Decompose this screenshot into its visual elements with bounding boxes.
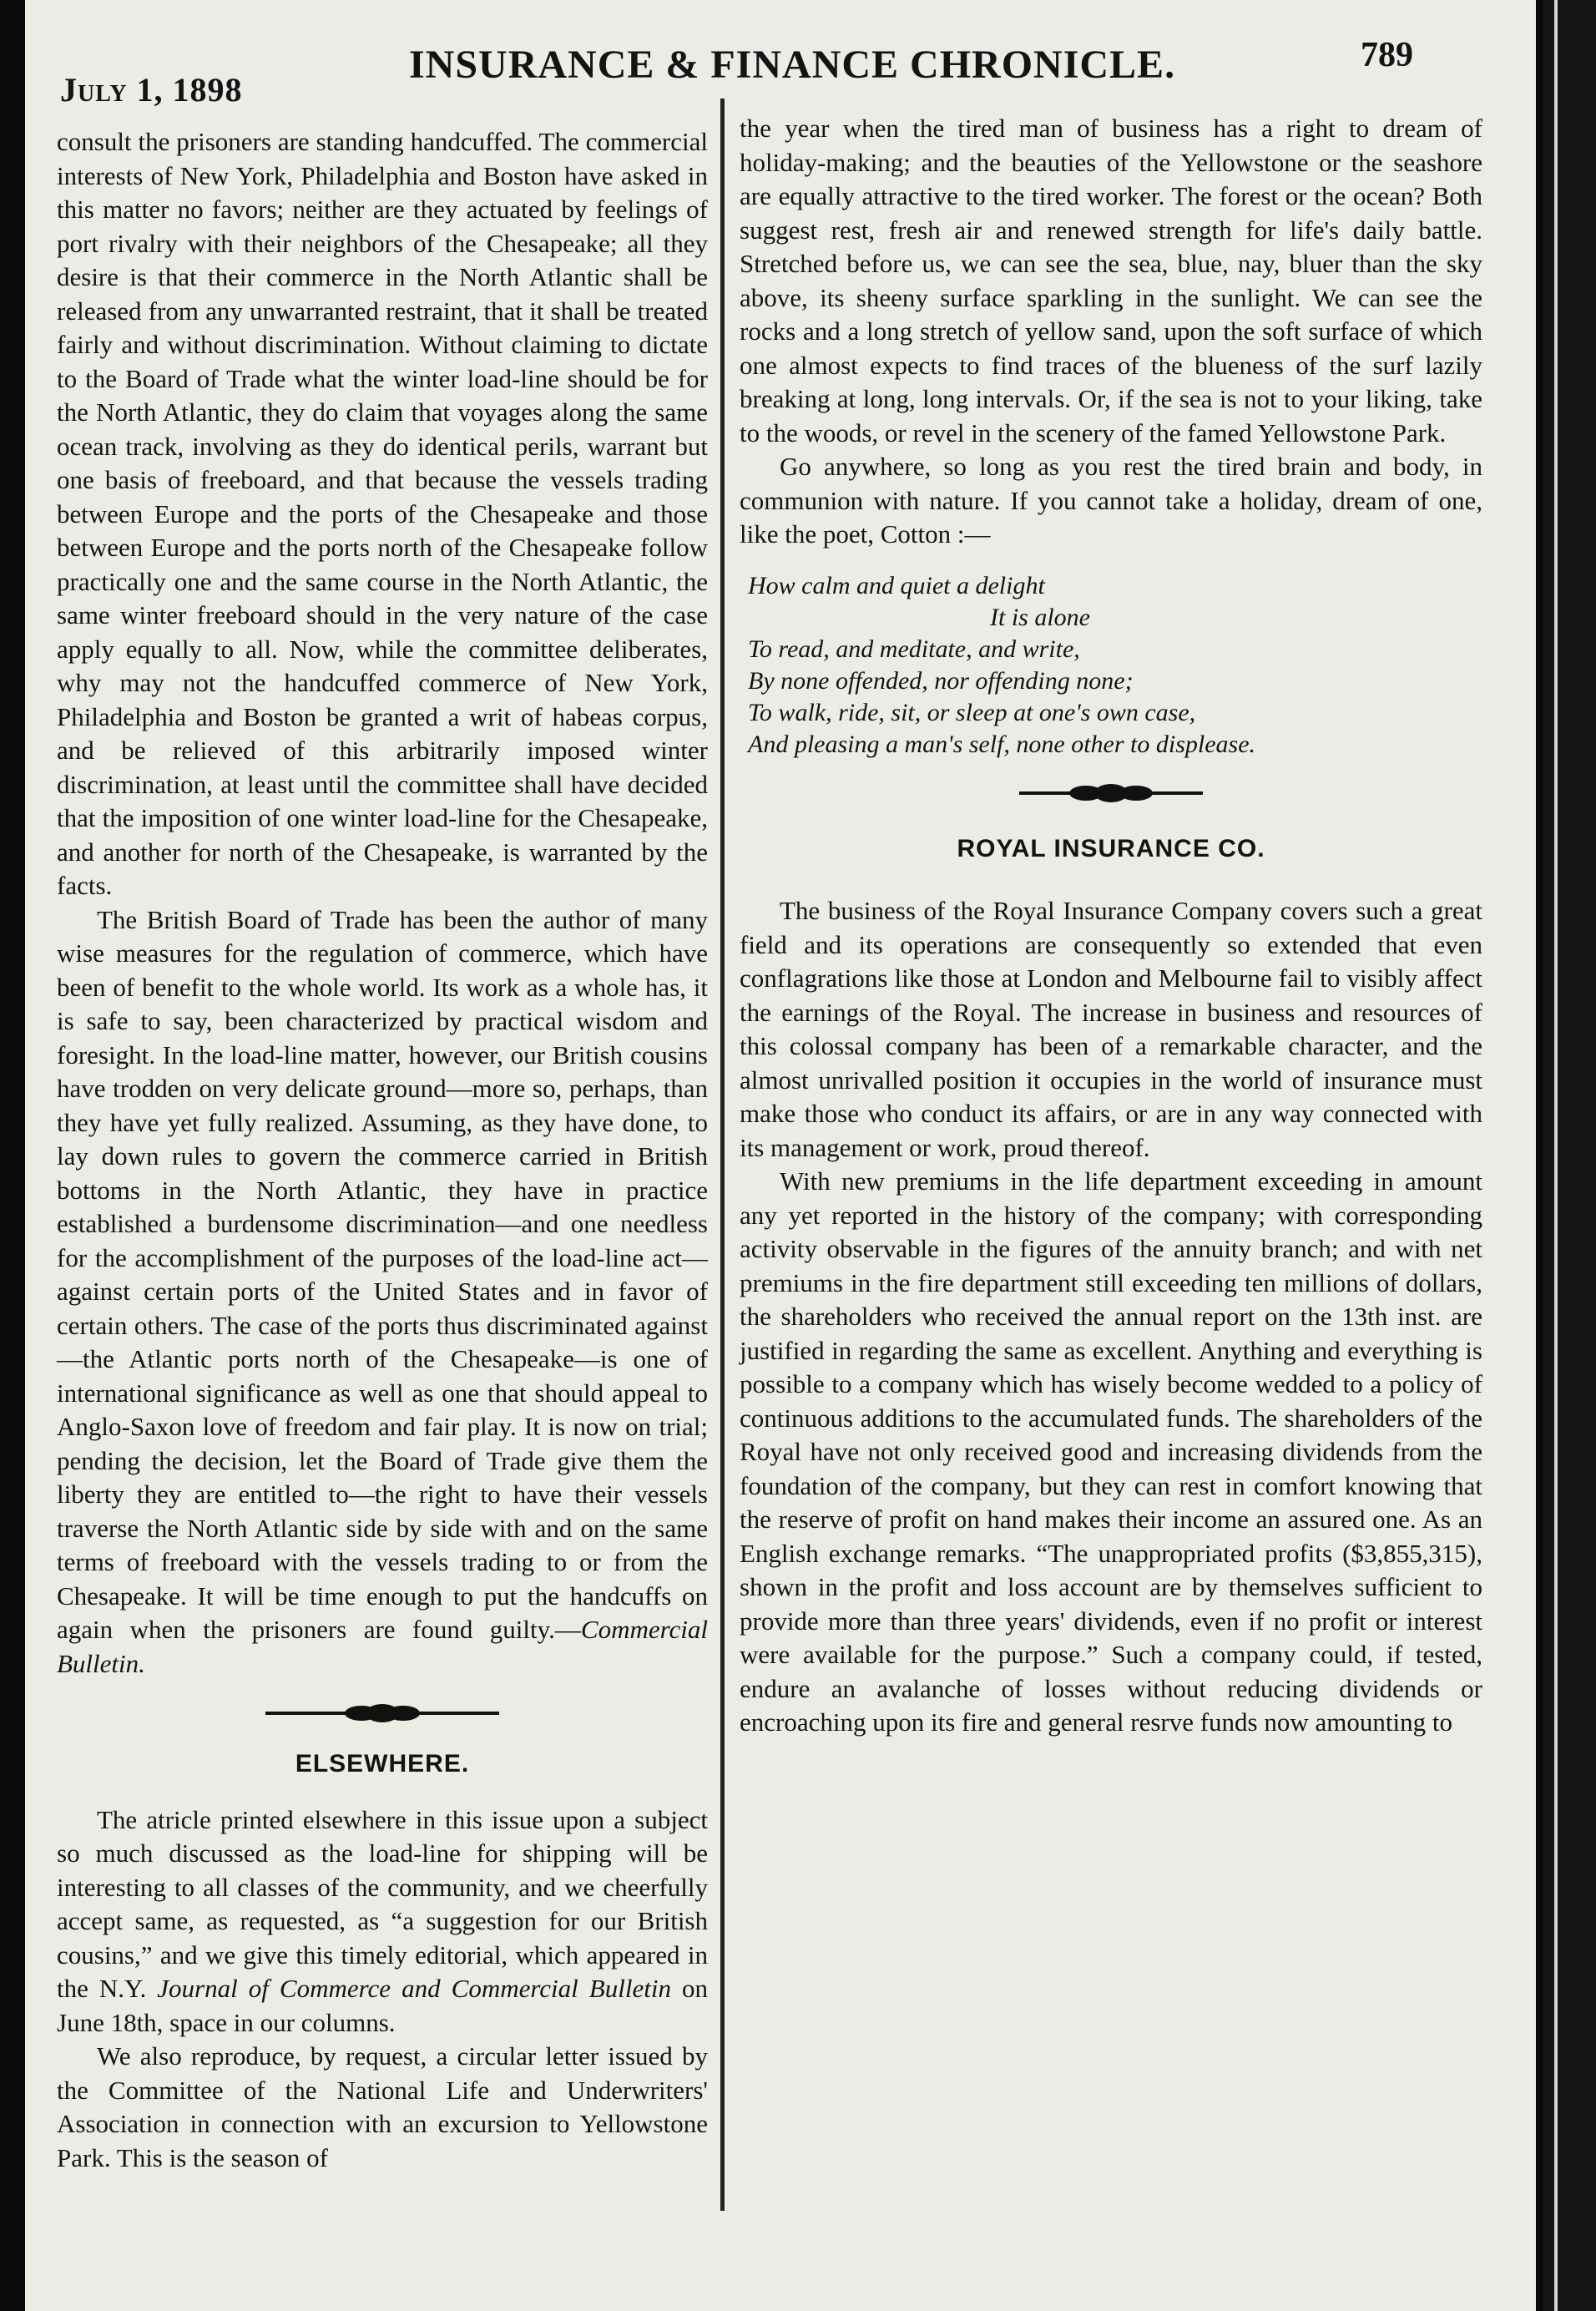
column-divider [720,99,725,2211]
publication-title: INSURANCE & FINANCE CHRONICLE. [409,43,1176,87]
source-citation: Commercial Bulletin. [57,1615,708,1678]
poem-line: And pleasing a man's self, none other to displease. [748,730,1256,758]
left-paragraph-4: We also reproduce, by request, a circular letter issued by the Committee of the National Life and Underwriters' Association in connection with an excursion to Yellowstone Park. This is the season of [57,2041,708,2172]
journal-name: Journal of Commerce and Commercial Bulletin [157,1974,671,2003]
right-paragraph-1: the year when the tired man of business has a right to dream of holiday-making; and the beauties of the Yellowstone or the seashore are equally attractive to the tired worker. The forest or the ocean? Both suggest rest, fresh air and renewed strength for life's daily battle. Stretched before us, we can see the sea, blue, nay, bluer than the sky above, its sheeny surface sparkling in the sunlight. We can see the rocks and a long stretch of yellow sand, upon the soft surface of which one almost expects to find traces of the blueness of the surf lazily breaking at long, long intervals. Or, if the sea is not to your liking, take to the woods, or revel in the scenery of the famed Yellowstone Park. [740,114,1482,448]
newspaper-page [25,0,1536,2311]
poem-line: How calm and quiet a delight [748,571,1045,599]
left-paragraph-2-text: The British Board of Trade has been the author of many wise measures for the regulation of commerce, which have been of benefit to the whole world. Its work as a whole has, it is safe to say, been characterized by practical wisdom and foresight. In the load-line matter, however, our British cousins have trodden on very delicate ground—more so, perhaps, than they have yet fully realized. Assuming, as they have done, to lay down rules to govern the commerce carried in British bottoms in the North Atlantic, they have in practice established a burdensome discrimination—and one needless for the accomplishment of the purposes of the load-line act—against certain ports of the United States and in favor of certain others. The case of the ports thus discriminated against—the Atlantic ports north of the Chesapeake—is one of international significance as well as one that should appeal to Anglo-Saxon love of freedom and fair play. It is now on trial; pending the decision, let the Board of Trade give them the liberty they are entitled to—the right to have their vessels traverse the North Atlantic side by side with and on the same terms of freeboard with the vessels trading to or from the Chesapeake. It will be time enough to put the handcuffs on again when the prisoners are found guilty.— [57,904,708,1644]
page-number: 789 [1361,36,1413,74]
issue-date: July 1, 1898 [60,71,243,109]
left-paragraph-3-text-b: on June 18th, space in our columns. [57,1974,709,2037]
poem-line: It is alone [990,603,1090,631]
section-ornament [1019,784,1203,802]
left-paragraph-3 [57,1803,708,2040]
right-paragraph-4: With new premiums in the life department exceeding in amount any yet reported in the history of the company; with corresponding activity observable in the figures of the annuity branch; and with net premiums in the fire department still exceeding ten millions of dollars, the shareholders who received the annual report on the 13th inst. are justified in regarding the same as excellent. Anything and everything is possible to a company which has wisely become wedded to a policy of continuous additions to the accumulated funds. The shareholders of the Royal have not only received good and increasing dividends from the foundation of the company, but they can rest in comfort knowing that the reserve of profit on hand makes their income an assured one. As an English exchange remarks. “The unappropriated profits ($3,855,315), shown in the profit and loss account are by themselves sufficient to provide more than three years' dividends, even if no profit or interest were available for the purpose.” Such a company could, if tested, endure an avalanche of losses without reducing dividends or encroaching upon its fire and general resrve funds now amounting to [740,1166,1482,1737]
poem [740,570,1482,761]
heading-elsewhere: ELSEWHERE. [295,1750,470,1777]
right-paragraph-3: The business of the Royal Insurance Company covers such a great field and its operations are consequently so extended that even conflagrations like those at London and Melbourne fail to visibly affect the earnings of the Royal. The increase in business and resources of this colossal company has been of a remarkable character, and the almost unrivalled position it occupies in the world of insurance must make those who conduct its affairs, or are in any way connected with its management or work, proud thereof. [740,896,1482,1162]
heading-royal-insurance: ROYAL INSURANCE CO. [957,834,1265,862]
left-paragraph-3-text-a: The atricle printed elsewhere in this issue upon a subject so much discussed as the load-line for shipping will be interesting to all classes of the community, and we cheerfully accept same, as requested, as “a suggestion for our British cousins,” and we give this timely editorial, which appeared in the N.Y. [57,1804,708,2003]
left-paragraph-2 [57,903,708,1681]
left-column [57,125,708,2175]
poem-line: By none offended, nor offending none; [748,666,1134,695]
left-paragraph-1: consult the prisoners are standing handcuffed. The commercial interests of New York, Philadelphia and Boston have asked in this matter no favors; neither are they actuated by feelings of port rivalry with their neighbors of the Chesapeake; all they desire is that their commerce in the North Atlantic shall be released from any unwarranted restraint, that it shall be treated fairly and without discrimination. Without claiming to dictate to the Board of Trade what the winter load-line should be for the North Atlantic, they do claim that voyages along the same ocean track, involving as they do identical perils, warrant but one basis of freeboard, and that because the vessels trading between Europe and the ports of the Chesapeake and those between Europe and the ports north of the Chesapeake follow practically one and the same course in the North Atlantic, the same winter freeboard should in the very nature of the case apply equally to all. Now, while the committee deliberates, why may not the handcuffed commerce of New York, Philadelphia and Boston be granted a writ of habeas corpus, and be relieved of this arbitrarily imposed winter discrimination, at least until the committee shall have decided that the imposition of one winter load-line for the Chesapeake, and another for north of the Chesapeake, is warranted by the facts. [57,127,708,900]
poem-line: To read, and meditate, and write, [748,635,1080,663]
right-paragraph-2: Go anywhere, so long as you rest the tired brain and body, in communion with nature. If you cannot take a holiday, dream of one, like the poet, Cotton :— [740,452,1482,549]
right-column [740,112,1482,1740]
poem-line: To walk, ride, sit, or sleep at one's own case, [748,698,1196,726]
section-ornament [265,1704,499,1722]
page-header [25,32,1536,107]
page-edge-shadow [1543,0,1596,2311]
